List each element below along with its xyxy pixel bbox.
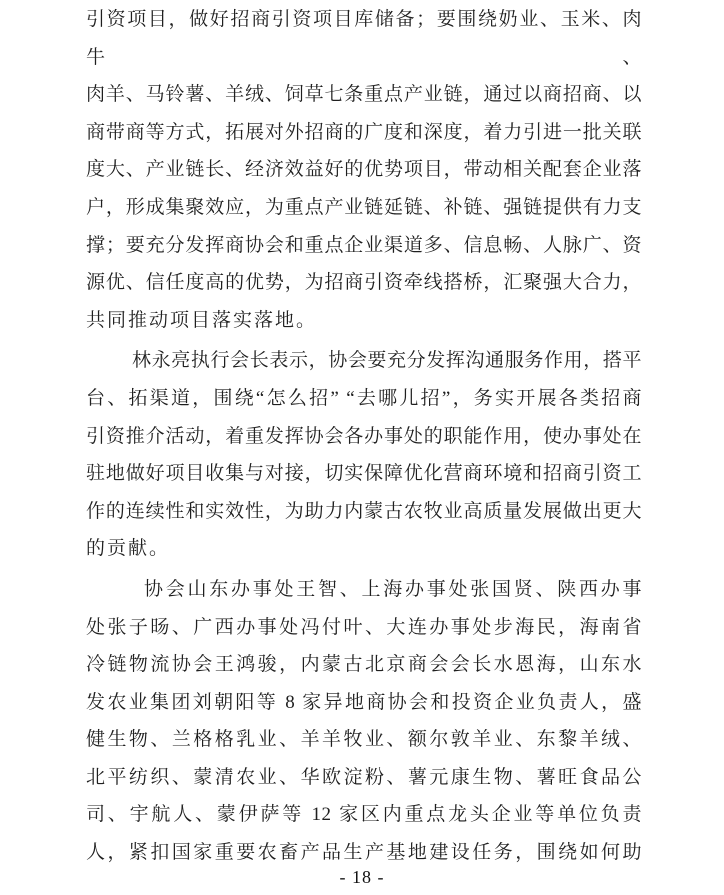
text-line: 引资项目，做好招商引资项目库储备；要围绕奶业、玉米、肉牛、	[86, 9, 642, 68]
text-line: 的贡献。	[86, 538, 171, 560]
text-line: 度大、产业链长、经济效益好的优势项目，带动相关配套企业落	[86, 159, 642, 181]
paragraph	[86, 1, 642, 339]
text-line: 司、宇航人、蒙伊萨等 12 家区内重点龙头企业等单位负责	[86, 804, 642, 826]
text-line: 共同推动项目落实落地。	[86, 309, 318, 331]
text-line: 作的连续性和实效性，为助力内蒙古农牧业高质量发展做出更大	[86, 500, 642, 522]
paragraph	[86, 571, 642, 872]
text-line: 冷链物流协会王鸿骏，内蒙古北京商会会长水恩海，山东水	[86, 654, 642, 676]
text-line: 处张子旸、广西办事处冯付叶、大连办事处步海民，海南省	[86, 616, 642, 638]
text-line: 引资推介活动，着重发挥协会各办事处的职能作用，使办事处在	[86, 425, 642, 447]
text-line: 商带商等方式，拓展对外招商的广度和深度，着力引进一批关联	[86, 121, 642, 143]
paragraph	[86, 342, 642, 568]
text-line: 肉羊、马铃薯、羊绒、饲草七条重点产业链，通过以商招商、以	[86, 84, 642, 106]
text-line: 健生物、兰格格乳业、羊羊牧业、额尔敦羊业、东黎羊绒、	[86, 729, 642, 751]
text-line: 撑；要充分发挥商协会和重点企业渠道多、信息畅、人脉广、资	[86, 234, 642, 256]
page-number: - 18 -	[339, 867, 385, 887]
text-line: 发农业集团刘朝阳等 8 家异地商协会和投资企业负责人，盛	[86, 691, 642, 713]
text-line: 驻地做好项目收集与对接，切实保障优化营商环境和招商引资工	[86, 463, 642, 485]
text-line: 协会山东办事处王智、上海办事处张国贤、陕西办事	[144, 578, 642, 600]
text-line: 台、拓渠道，围绕“怎么招” “去哪儿招”，务实开展各类招商	[86, 387, 642, 409]
text-line: 户，形成集聚效应，为重点产业链延链、补链、强链提供有力支	[86, 196, 642, 218]
text-line: 北平纺织、蒙清农业、华欧淀粉、薯元康生物、薯旺食品公	[86, 766, 642, 788]
text-line: 人，紧扣国家重要农畜产品生产基地建设任务，围绕如何助	[86, 842, 642, 864]
text-line: 林永亮执行会长表示，协会要充分发挥沟通服务作用，搭平	[132, 350, 642, 372]
text-line: 源优、信任度高的优势，为招商引资牵线搭桥，汇聚强大合力，	[86, 272, 642, 294]
document-body	[86, 1, 642, 872]
